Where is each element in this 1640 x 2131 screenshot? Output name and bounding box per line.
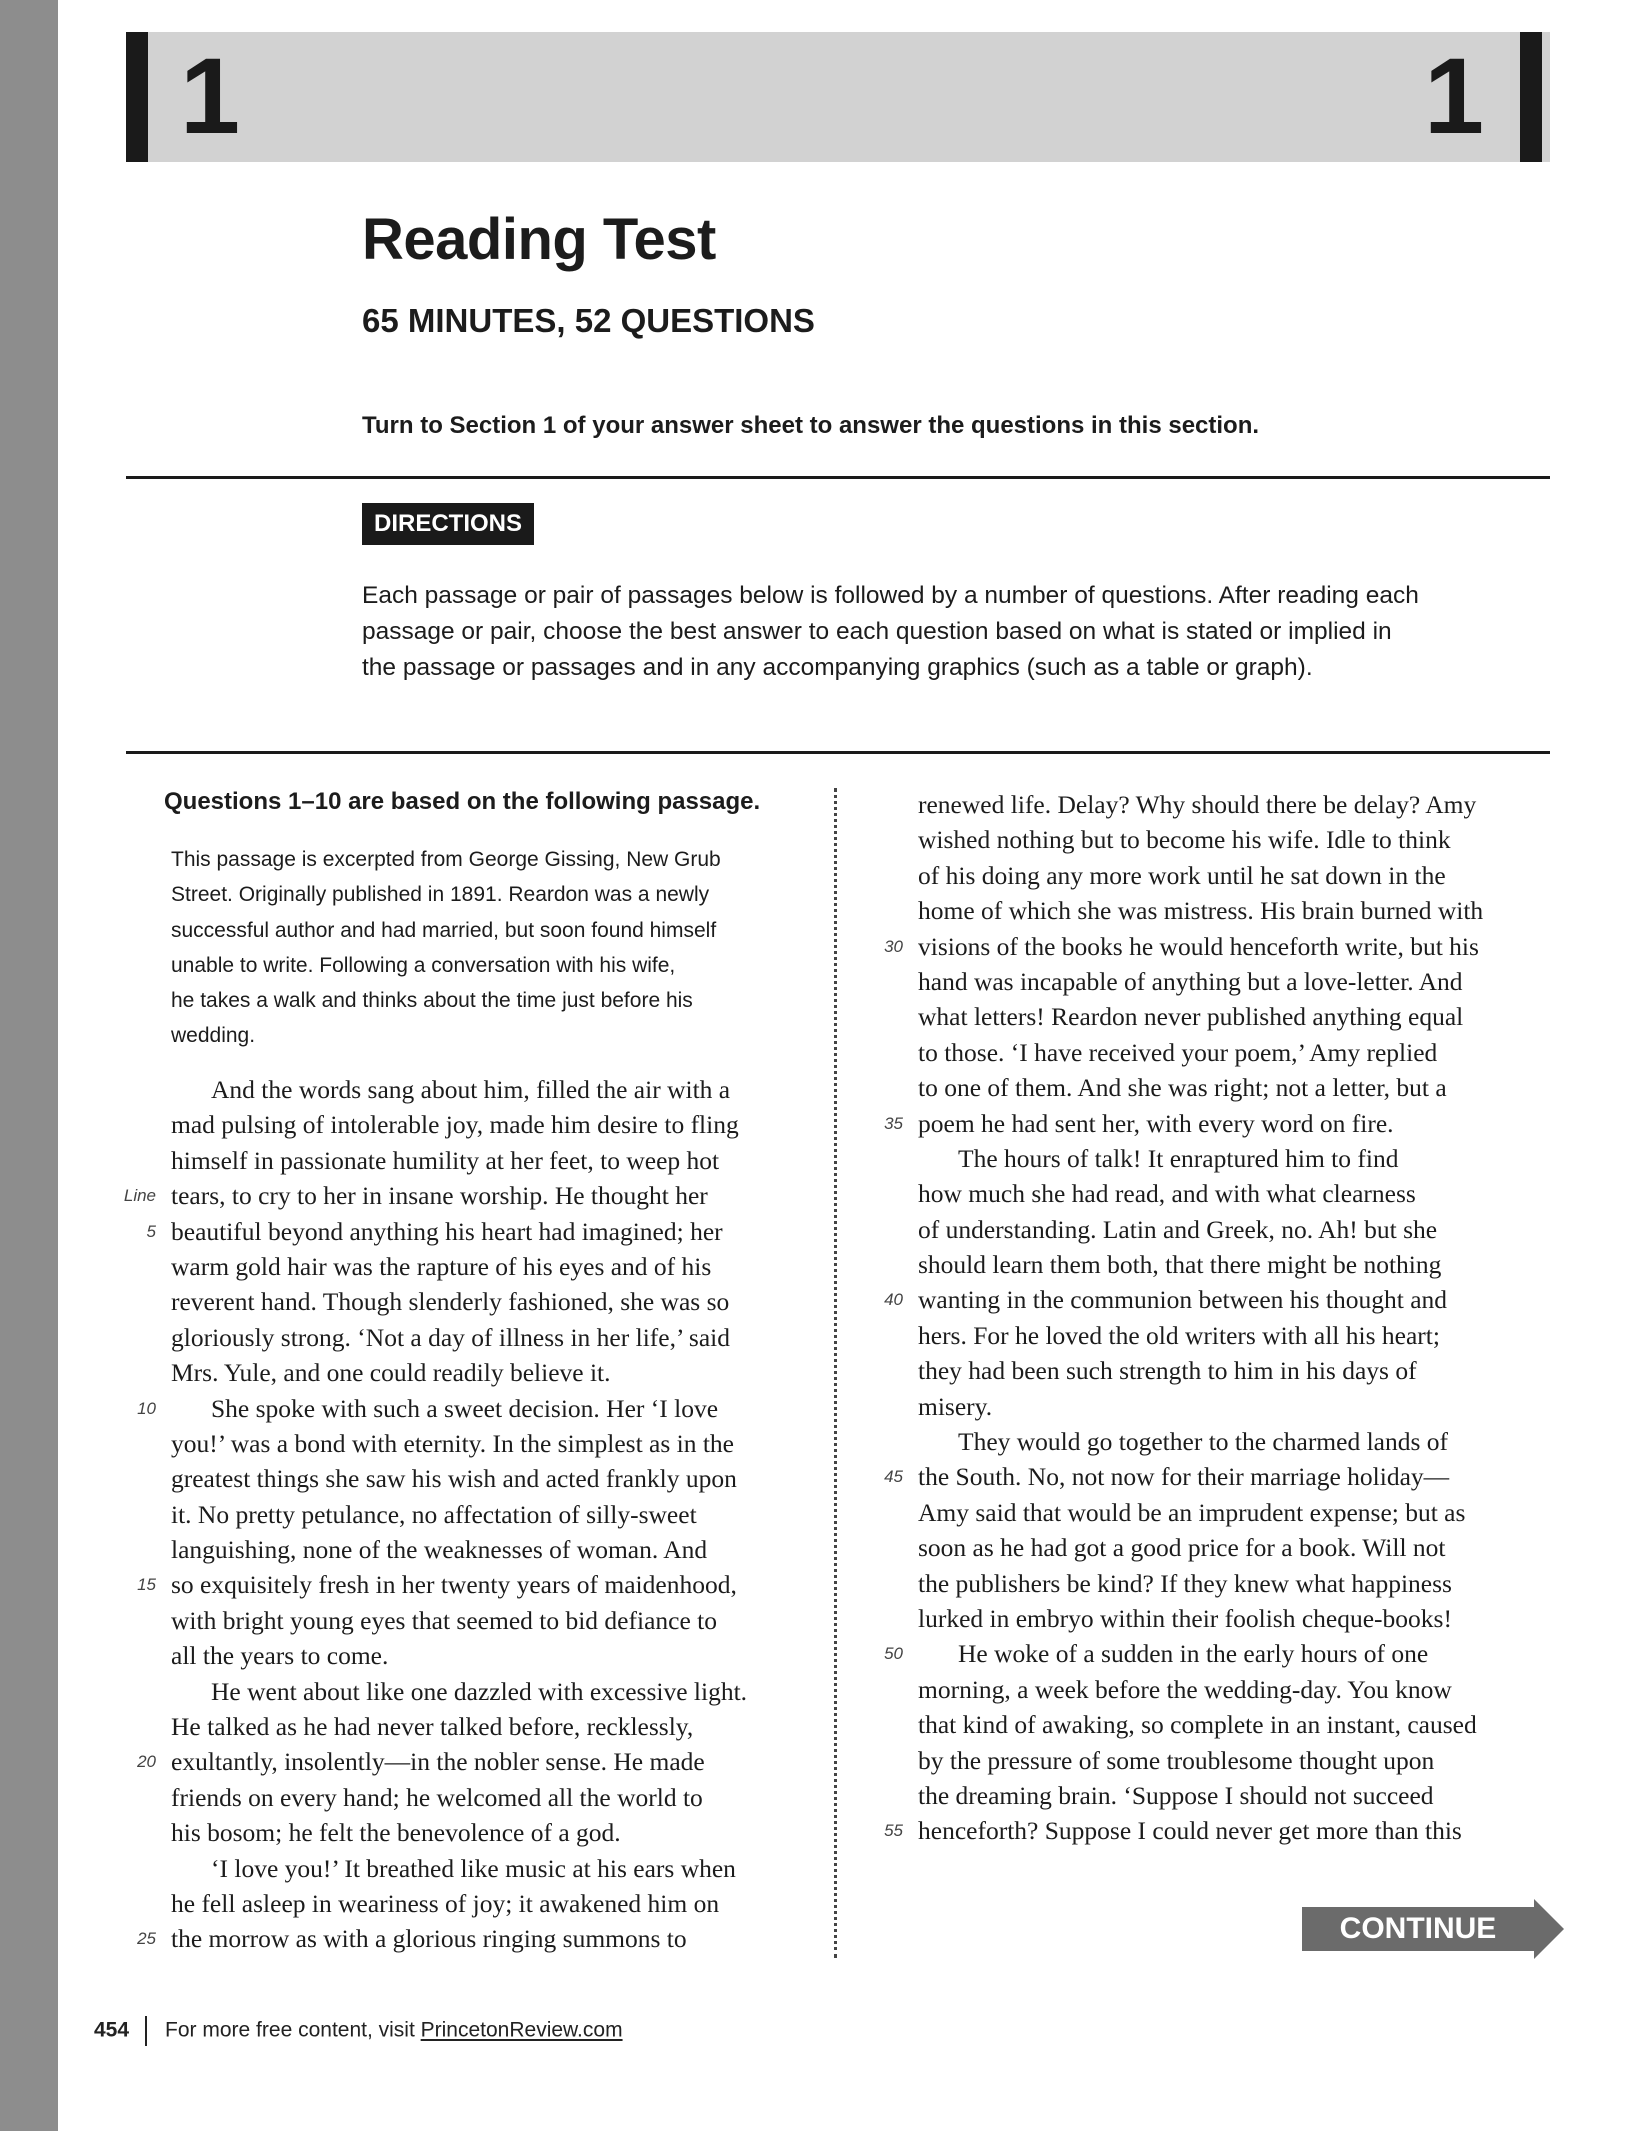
passage-line-text: the publishers be kind? If they knew what happiness (918, 1568, 1452, 1598)
passage-line-text: warm gold hair was the rapture of his eyes and of his (171, 1251, 712, 1281)
passage-line (884, 929, 1483, 964)
line-number: 40 (884, 1290, 903, 1310)
passage-line-text: They would go together to the charmed lands of (958, 1427, 1449, 1457)
page-title: Reading Test (362, 207, 716, 272)
passage-line (171, 1780, 747, 1815)
passage-line-text: what letters! Reardon never published anything equal (918, 1002, 1464, 1032)
passage-line (884, 1459, 1483, 1494)
passage-line-text: The hours of talk! It enraptured him to find (958, 1143, 1399, 1173)
passage-line (171, 1107, 747, 1142)
passage-line-text: languishing, none of the weaknesses of woman. And (171, 1535, 708, 1565)
passage-line (918, 1035, 1483, 1070)
passage-line-text: renewed life. Delay? Why should there be delay? Amy (918, 790, 1477, 819)
passage-line-text: soon as he had got a good price for a book. Will not (918, 1533, 1446, 1563)
passage-line (918, 1070, 1483, 1105)
passage-line-text: of understanding. Latin and Greek, no. Ah! but she (918, 1214, 1438, 1244)
passage-line (171, 1497, 747, 1532)
passage-line-text: exultantly, insolently—in the nobler sense. He made (171, 1747, 705, 1777)
passage-line-text: to one of them. And she was right; not a letter, but a (918, 1073, 1447, 1103)
intro-text: unable to write. Following a conversation with his wife, (171, 953, 676, 977)
passage-line (171, 1886, 747, 1921)
passage-line-text: home of which she was mistress. His brain burned with (918, 896, 1484, 926)
directions-badge: DIRECTIONS (362, 503, 534, 545)
passage-line-text: his bosom; he felt the benevolence of a god. (171, 1818, 621, 1848)
passage-line (884, 1282, 1483, 1317)
section-number-left: 1 (180, 35, 241, 156)
passage-line-text: He woke of a sudden in the early hours of one (958, 1639, 1429, 1669)
intro-text: Street. Originally published in 1891. Reardon was a newly (171, 883, 710, 907)
passage-column-right (884, 787, 1484, 1849)
passage-line (171, 1638, 747, 1673)
passage-line (171, 1709, 747, 1744)
intro-line (171, 913, 791, 948)
passage-line-text: should learn them both, that there might be nothing (918, 1250, 1442, 1280)
intro-text: wedding. (171, 1024, 256, 1048)
passage-line (137, 1921, 747, 1956)
passage-line (171, 1072, 747, 1107)
line-number: Line (123, 1186, 156, 1206)
passage-line-text: you!’ was a bond with eternity. In the simplest as in the (171, 1428, 735, 1458)
passage-line-text: She spoke with such a sweet decision. Her ‘I love (211, 1393, 719, 1423)
footer-separator (145, 2016, 147, 2046)
passage-line-text: it. No pretty petulance, no affectation of silly-sweet (171, 1499, 697, 1529)
answer-sheet-instruction: Turn to Section 1 of your answer sheet to answer the questions in this section. (362, 412, 1260, 439)
passage-line (171, 1603, 747, 1638)
intro-line (171, 983, 791, 1018)
passage-line-text: he fell asleep in weariness of joy; it awakened him on (171, 1888, 720, 1918)
passage-line-text: so exquisitely fresh in her twenty years of maidenhood, (171, 1570, 737, 1600)
passage-line (918, 1318, 1483, 1353)
passage-line-text: himself in passionate humility at her feet, to weep hot (171, 1145, 720, 1175)
passage-line (918, 858, 1483, 893)
passage-line (918, 1176, 1483, 1211)
passage-line (918, 1495, 1483, 1530)
passage-line-text: gloriously strong. ‘Not a day of illness in her life,’ said (171, 1322, 731, 1352)
directions-text: Each passage or pair of passages below is followed by a number of questions. After reading each passage or pair, choose the best answer to each question based on what is stated or implied in the passage or passages and in any accompanying graphics (such as a table or graph). (362, 582, 1419, 681)
passage-line-text: hers. For he loved the old writers with all his heart; (918, 1320, 1440, 1350)
passage-line (123, 1178, 747, 1213)
passage-line (918, 964, 1483, 999)
passage-line-text: lurked in embryo within their foolish cheque-books! (918, 1603, 1452, 1633)
intro-text: he takes a walk and thinks about the time just before his (171, 989, 693, 1013)
passage-line (918, 1707, 1483, 1742)
passage-line (918, 787, 1483, 822)
passage-line-text: ‘I love you!’ It breathed like music at his ears when (211, 1853, 736, 1883)
passage-line (171, 1532, 747, 1567)
line-number: 45 (884, 1467, 903, 1487)
passage-line-text: how much she had read, and with what clearness (918, 1179, 1416, 1209)
question-range-header: Questions 1–10 are based on the following passage. (164, 788, 761, 815)
passage-line-text: henceforth? Suppose I could never get more than this (918, 1816, 1462, 1846)
divider-top (126, 476, 1550, 479)
passage-line (918, 1530, 1483, 1565)
section-number-right: 1 (1424, 35, 1485, 156)
passage-line-text: the morrow as with a glorious ringing summons to (171, 1924, 687, 1954)
page-footer (94, 2016, 623, 2046)
passage-line (918, 1212, 1483, 1247)
intro-line (171, 948, 791, 983)
passage-line (146, 1214, 747, 1249)
passage-line (918, 1353, 1483, 1388)
passage-line (171, 1355, 747, 1390)
passage-line (918, 1566, 1483, 1601)
passage-line (918, 822, 1483, 857)
section-header-bar (126, 32, 1550, 162)
passage-line-text: poem he had sent her, with every word on fire. (918, 1108, 1394, 1138)
section-marker-right (1520, 32, 1542, 162)
test-subtitle: 65 MINUTES, 52 QUESTIONS (362, 302, 815, 339)
passage-line (884, 1106, 1483, 1141)
passage-line (171, 1320, 747, 1355)
passage-line-text: greatest things she saw his wish and acted frankly upon (171, 1464, 737, 1494)
passage-line (171, 1284, 747, 1319)
passage-line (171, 1426, 747, 1461)
passage-line-text: wanting in the communion between his thought and (918, 1285, 1448, 1315)
passage-line (918, 1601, 1483, 1636)
passage-intro (171, 842, 791, 1054)
page-number: 454 (94, 2018, 130, 2042)
passage-line (918, 1389, 1483, 1424)
passage-line (918, 1424, 1483, 1459)
passage-line (884, 1813, 1483, 1848)
passage-line (918, 1672, 1483, 1707)
passage-line (171, 1674, 747, 1709)
footer-text: For more free content, visit (165, 2018, 421, 2042)
page-spine (0, 0, 58, 2131)
passage-line-text: Amy said that would be an imprudent expense; but as (918, 1497, 1466, 1527)
passage-line (918, 1141, 1483, 1176)
passage-line-text: He talked as he had never talked before, recklessly, (171, 1712, 694, 1742)
passage-line (918, 1743, 1483, 1778)
passage-line (918, 1247, 1483, 1282)
line-number: 35 (884, 1113, 903, 1133)
passage-line (884, 1636, 1483, 1671)
passage-line-text: beautiful beyond anything his heart had imagined; her (171, 1216, 723, 1246)
line-number: 10 (137, 1398, 156, 1418)
intro-line (171, 1018, 791, 1053)
passage-line (171, 1815, 747, 1850)
intro-text: successful author and had married, but soon found himself (171, 918, 717, 942)
arrow-right-icon (1534, 1899, 1564, 1959)
passage-line-text: misery. (918, 1391, 993, 1421)
intro-line (171, 842, 791, 877)
passage-line (137, 1391, 747, 1426)
passage-line-text: visions of the books he would henceforth write, but his (918, 931, 1479, 961)
passage-line-text: they had been such strength to him in his days of (918, 1356, 1417, 1386)
passage-line (918, 999, 1483, 1034)
passage-line (918, 893, 1483, 928)
divider-bottom (126, 751, 1550, 754)
passage-line-text: friends on every hand; he welcomed all the world to (171, 1782, 703, 1812)
passage-line (171, 1851, 747, 1886)
passage-line-text: the dreaming brain. ‘Suppose I should not succeed (918, 1780, 1434, 1810)
passage-line-text: wished nothing but to become his wife. Idle to think (918, 825, 1451, 855)
passage-line (918, 1778, 1483, 1813)
passage-line (171, 1461, 747, 1496)
line-number: 30 (884, 936, 903, 956)
passage-column-left (123, 1072, 748, 1957)
continue-label: CONTINUE (1302, 1907, 1534, 1951)
passage-line-text: the South. No, not now for their marriage holiday— (918, 1462, 1450, 1492)
section-marker-left (126, 32, 148, 162)
line-number: 50 (884, 1644, 903, 1664)
passage-line-text: of his doing any more work until he sat down in the (918, 860, 1446, 890)
passage-line (171, 1143, 747, 1178)
passage-line-text: He went about like one dazzled with excessive light. (211, 1676, 748, 1706)
passage-line-text: that kind of awaking, so complete in an instant, caused (918, 1710, 1477, 1740)
website-link[interactable]: PrincetonReview.com (420, 2018, 623, 2042)
passage-line (137, 1744, 747, 1779)
passage-line-text: tears, to cry to her in insane worship. He thought her (171, 1181, 708, 1211)
line-number: 25 (137, 1929, 156, 1949)
intro-text: This passage is excerpted from George Gissing, New Grub (171, 848, 721, 871)
line-number: 55 (884, 1821, 903, 1841)
passage-line-text: mad pulsing of intolerable joy, made him desire to fling (171, 1110, 739, 1140)
passage-line-text: And the words sang about him, filled the air with a (211, 1075, 731, 1104)
passage-line-text: all the years to come. (171, 1641, 389, 1671)
passage-line-text: by the pressure of some troublesome thought upon (918, 1745, 1435, 1775)
passage-line-text: morning, a week before the wedding-day. You know (918, 1674, 1452, 1704)
line-number: 20 (137, 1752, 156, 1772)
passage-line (171, 1249, 747, 1284)
passage-line-text: to those. ‘I have received your poem,’ Amy replied (918, 1037, 1438, 1067)
column-divider (834, 788, 837, 1958)
passage-line-text: reverent hand. Though slenderly fashioned, she was so (171, 1287, 730, 1317)
passage-line-text: with bright young eyes that seemed to bid defiance to (171, 1605, 717, 1635)
line-number: 15 (137, 1575, 156, 1595)
passage-line-text: hand was incapable of anything but a love-letter. And (918, 966, 1463, 996)
line-number: 5 (146, 1221, 156, 1241)
passage-line (137, 1567, 747, 1602)
passage-line-text: Mrs. Yule, and one could readily believe it. (171, 1358, 611, 1388)
intro-line (171, 877, 791, 912)
